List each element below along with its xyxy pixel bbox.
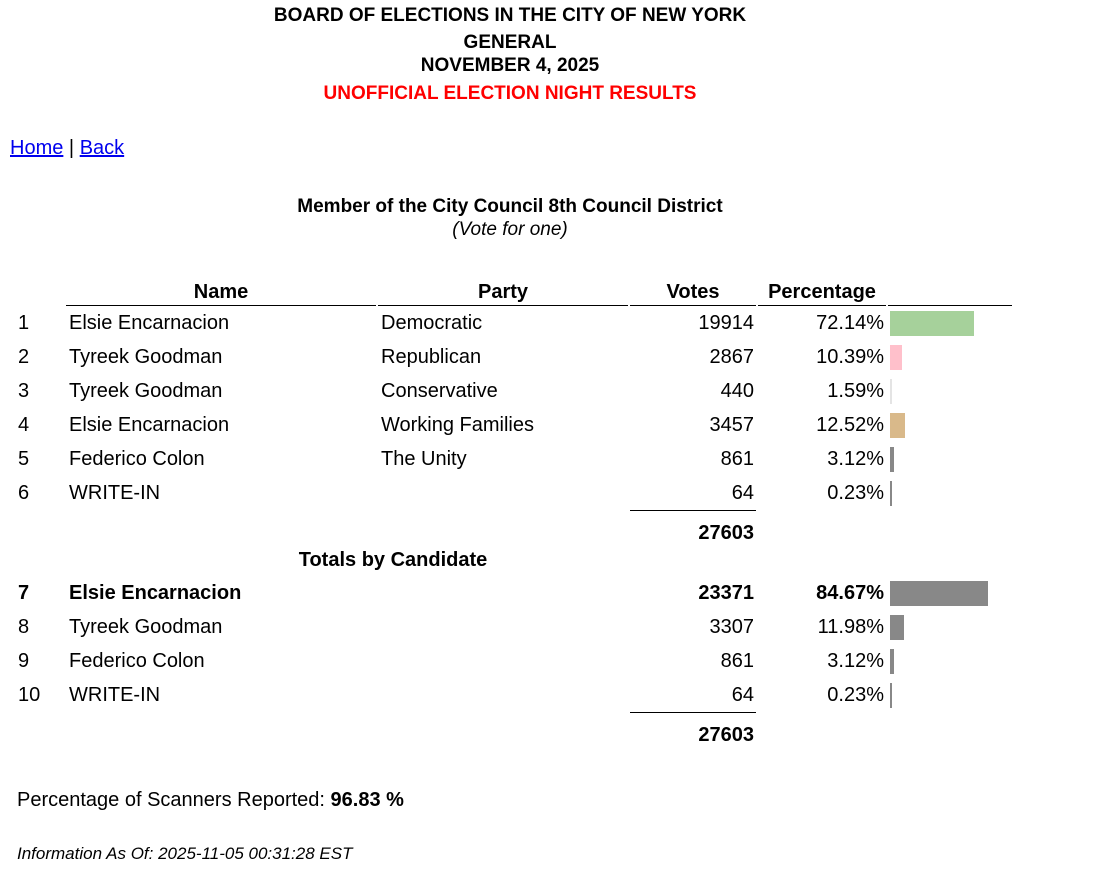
scanners-label: Percentage of Scanners Reported:	[17, 789, 325, 811]
percentage-bar	[890, 311, 974, 336]
percentage-bar-cell	[888, 678, 1012, 712]
vote-percentage: 10.39%	[816, 346, 884, 368]
contest-office: Member of the City Council 8th Council District	[297, 196, 723, 217]
vote-percentage: 1.59%	[827, 380, 884, 402]
election-date: NOVEMBER 4, 2025	[420, 55, 600, 76]
party-name	[378, 644, 628, 678]
vote-count: 23371	[698, 582, 754, 604]
information-timestamp: Information As Of: 2025-11-05 00:31:28 EST	[17, 844, 353, 863]
total-row	[12, 510, 1012, 544]
vote-count: 3457	[709, 414, 754, 436]
header-num	[12, 277, 64, 306]
candidate-name: Federico Colon	[69, 448, 205, 470]
row-number: 7	[18, 582, 30, 604]
row-number: 1	[18, 312, 30, 334]
row-number: 10	[18, 684, 41, 706]
percentage-bar	[890, 649, 894, 674]
party-rows	[12, 306, 1012, 510]
total-spacer	[758, 712, 886, 746]
percentage-bar-cell	[888, 442, 1012, 476]
party-name	[378, 576, 628, 610]
back-link[interactable]: Back	[79, 137, 125, 159]
header-name: Name	[66, 277, 376, 306]
candidate-name: Elsie Encarnacion	[69, 312, 230, 334]
vote-percentage: 3.12%	[827, 448, 884, 470]
unofficial-results-notice: UNOFFICIAL ELECTION NIGHT RESULTS	[323, 83, 697, 104]
results-table	[10, 277, 1014, 746]
header-percentage: Percentage	[758, 277, 886, 306]
row-number: 5	[18, 448, 30, 470]
table-row	[12, 442, 1012, 476]
candidate-name: Elsie Encarnacion	[69, 414, 230, 436]
total-spacer	[66, 712, 376, 746]
board-title: BOARD OF ELECTIONS IN THE CITY OF NEW YORK	[273, 5, 747, 26]
percentage-bar	[890, 447, 894, 472]
party-name: Republican	[381, 346, 482, 368]
percentage-bar	[890, 683, 892, 708]
vote-percentage: 12.52%	[816, 414, 884, 436]
vote-count: 861	[720, 650, 754, 672]
percentage-bar-cell	[888, 408, 1012, 442]
party-name	[378, 610, 628, 644]
nav-separator: |	[68, 137, 75, 159]
total-spacer	[378, 712, 628, 746]
vote-percentage: 3.12%	[827, 650, 884, 672]
total-votes: 27603	[630, 712, 756, 746]
row-number: 6	[18, 482, 30, 504]
candidate-name: WRITE-IN	[69, 684, 161, 706]
candidate-name: Tyreek Goodman	[69, 616, 223, 638]
vote-count: 3307	[709, 616, 754, 638]
table-row	[12, 408, 1012, 442]
vote-for-instruction: (Vote for one)	[452, 219, 568, 240]
percentage-bar-cell	[888, 340, 1012, 374]
election-type: GENERAL	[463, 32, 557, 53]
party-total	[12, 510, 1012, 576]
table-row	[12, 340, 1012, 374]
scanners-value: 96.83 %	[330, 789, 404, 811]
table-row	[12, 476, 1012, 510]
percentage-bar	[890, 481, 892, 506]
candidate-rows	[12, 576, 1012, 712]
vote-count: 861	[720, 448, 754, 470]
table-row	[12, 610, 1012, 644]
totals-by-candidate-heading: Totals by Candidate	[298, 549, 488, 571]
percentage-bar-cell	[888, 610, 1012, 644]
row-number: 2	[18, 346, 30, 368]
table-row	[12, 678, 1012, 712]
vote-count: 440	[720, 380, 754, 402]
candidate-name: Federico Colon	[69, 650, 205, 672]
vote-count: 19914	[698, 312, 754, 334]
scanners-reported	[17, 789, 404, 812]
table-row	[12, 306, 1012, 340]
header-votes: Votes	[630, 277, 756, 306]
table-row	[12, 576, 1012, 610]
table-row	[12, 374, 1012, 408]
candidate-name: Tyreek Goodman	[69, 346, 223, 368]
header-bar	[888, 277, 1012, 306]
vote-percentage: 72.14%	[816, 312, 884, 334]
party-name	[378, 678, 628, 712]
vote-count: 64	[731, 684, 754, 706]
percentage-bar	[890, 581, 988, 606]
total-spacer	[888, 510, 1012, 544]
percentage-bar-cell	[888, 374, 1012, 408]
percentage-bar-cell	[888, 576, 1012, 610]
total-votes: 27603	[630, 510, 756, 544]
header-party: Party	[378, 277, 628, 306]
percentage-bar	[890, 345, 902, 370]
candidate-total	[12, 712, 1012, 746]
row-number: 4	[18, 414, 30, 436]
row-number: 3	[18, 380, 30, 402]
party-name: Conservative	[381, 380, 498, 402]
percentage-bar	[890, 615, 904, 640]
percentage-bar-cell	[888, 306, 1012, 340]
party-name: The Unity	[381, 448, 467, 470]
total-spacer	[66, 510, 376, 544]
totals-heading-row	[12, 544, 1012, 576]
candidate-name: Tyreek Goodman	[69, 380, 223, 402]
total-spacer	[12, 510, 64, 544]
vote-count: 64	[731, 482, 754, 504]
vote-percentage: 0.23%	[827, 482, 884, 504]
table-header-row	[12, 277, 1012, 306]
home-link[interactable]: Home	[10, 137, 64, 159]
row-number: 8	[18, 616, 30, 638]
total-spacer	[378, 510, 628, 544]
percentage-bar	[890, 413, 905, 438]
vote-percentage: 11.98%	[817, 616, 884, 638]
party-name: Democratic	[381, 312, 483, 334]
candidate-name: WRITE-IN	[69, 482, 161, 504]
percentage-bar-cell	[888, 476, 1012, 510]
total-spacer	[12, 712, 64, 746]
row-number: 9	[18, 650, 30, 672]
nav-links	[10, 137, 124, 160]
table-row	[12, 644, 1012, 678]
candidate-name: Elsie Encarnacion	[69, 582, 242, 604]
party-name: Working Families	[381, 414, 534, 436]
vote-percentage: 84.67%	[816, 582, 884, 604]
percentage-bar-cell	[888, 644, 1012, 678]
percentage-bar	[890, 379, 892, 404]
total-row	[12, 712, 1012, 746]
vote-count: 2867	[709, 346, 754, 368]
vote-percentage: 0.23%	[827, 684, 884, 706]
party-name	[378, 476, 628, 510]
total-spacer	[758, 510, 886, 544]
total-spacer	[888, 712, 1012, 746]
